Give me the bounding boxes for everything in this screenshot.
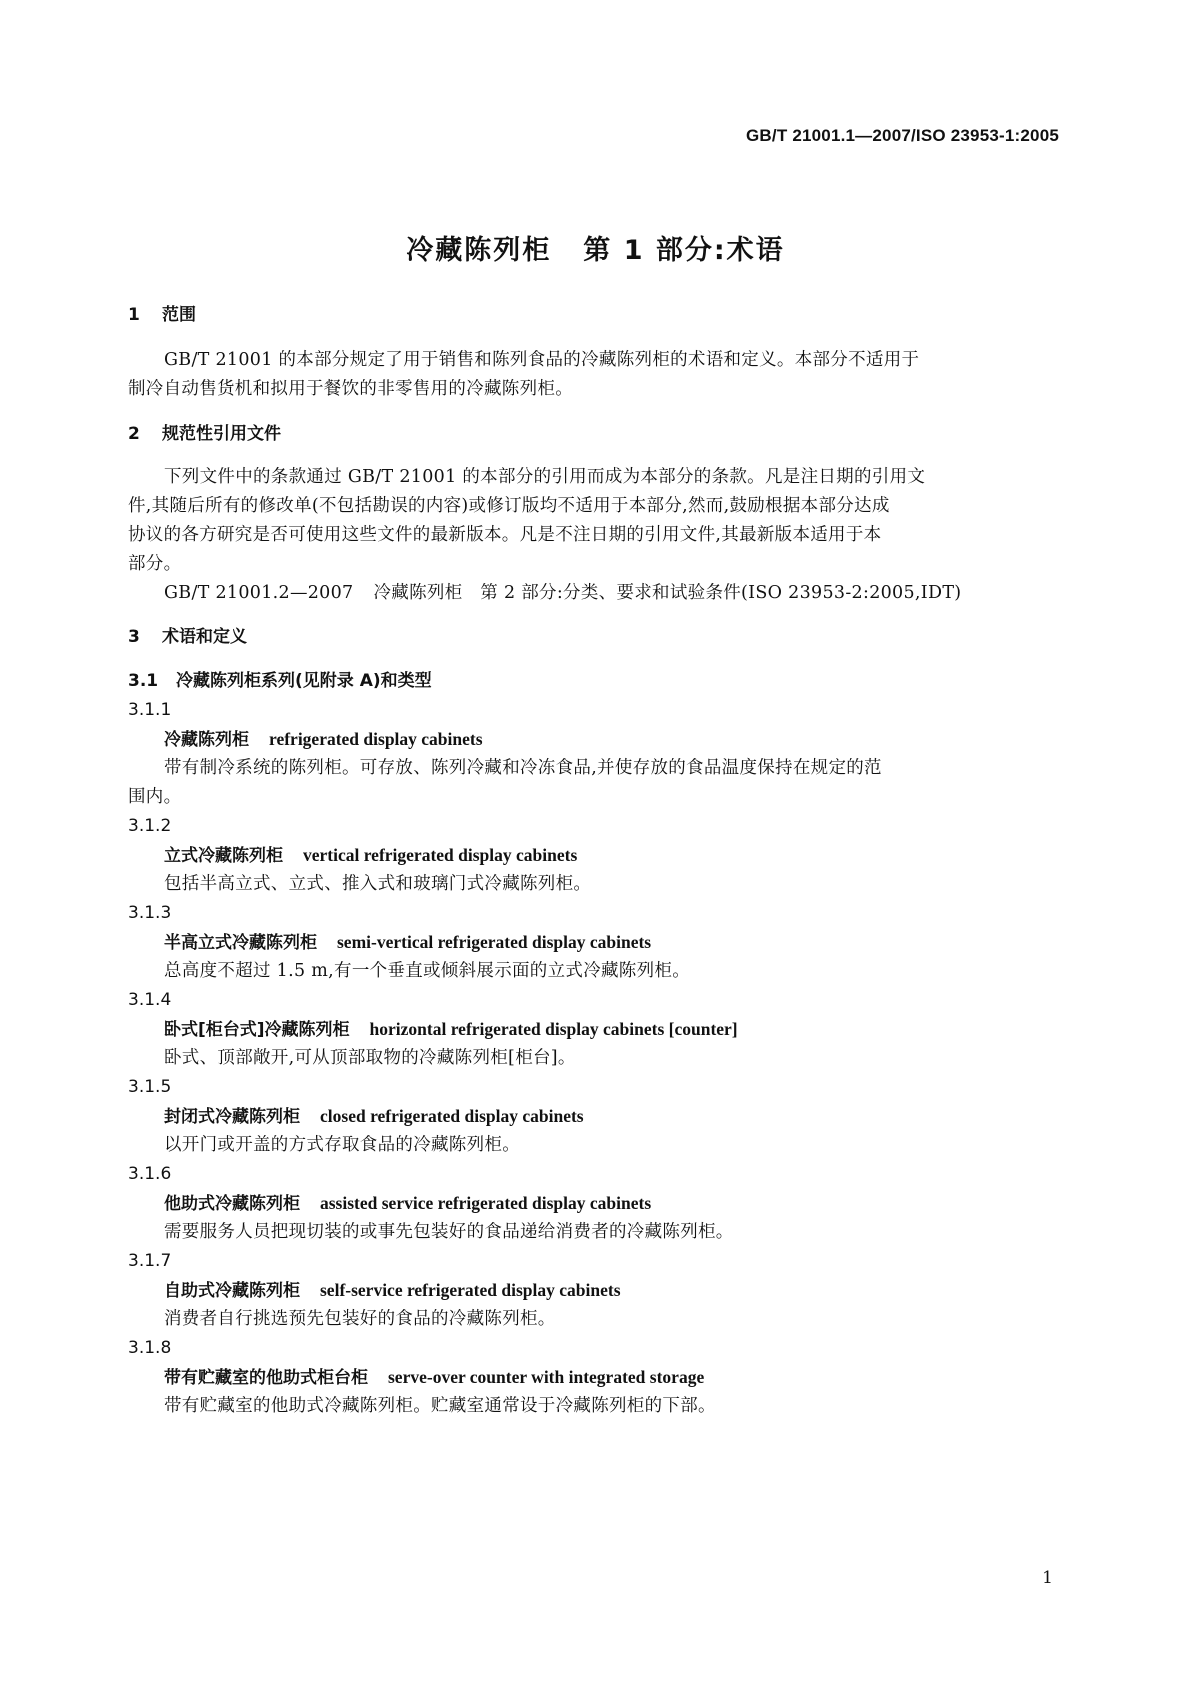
term-cn: 带有贮藏室的他助式柜台柜 [164,1368,368,1388]
term-number: 3.1.8 [128,1338,172,1358]
section-number: 2 [128,424,140,444]
paragraph-line: 协议的各方研究是否可使用这些文件的最新版本。凡是不注日期的引用文件,其最新版本适用于本 [128,525,882,545]
paragraph-line: 部分。 [128,554,182,574]
term-en: horizontal refrigerated display cabinets [counter] [369,1019,738,1039]
term-definition: 总高度不超过 1.5 m,有一个垂直或倾斜展示面的立式冷藏陈列柜。 [164,961,691,981]
term-number: 3.1.6 [128,1164,172,1184]
term-definition: 带有制冷系统的陈列柜。可存放、陈列冷藏和冷冻食品,并使存放的食品温度保持在规定的范 [164,758,882,778]
standard-code: GB/T 21001.1—2007/ISO 23953-1:2005 [746,126,1059,145]
term-number: 3.1.5 [128,1077,172,1097]
term-number: 3.1.1 [128,700,172,720]
section-title: 范围 [162,305,196,325]
term-title [164,1016,738,1043]
term-cn: 冷藏陈列柜 [164,730,249,750]
section-number: 3 [128,627,140,647]
term-title [164,1277,621,1304]
paragraph-line: GB/T 21001 的本部分规定了用于销售和陈列食品的冷藏陈列柜的术语和定义。本部分不适用于 [164,350,920,370]
term-cn: 立式冷藏陈列柜 [164,846,283,866]
term-cn: 自助式冷藏陈列柜 [164,1281,300,1301]
subsection-3-1-heading [128,668,432,694]
term-definition: 以开门或开盖的方式存取食品的冷藏陈列柜。 [164,1135,520,1155]
term-number: 3.1.2 [128,816,172,836]
term-title [164,1364,704,1391]
reference-code: GB/T 21001.2—2007 [164,583,354,603]
title-main: 冷藏陈列柜 [406,235,552,266]
section-2-heading [128,421,281,447]
title-part: 第 1 部分:术语 [583,235,785,266]
term-cn: 他助式冷藏陈列柜 [164,1194,300,1214]
term-title [164,842,577,869]
term-en: closed refrigerated display cabinets [320,1106,584,1126]
term-definition: 包括半高立式、立式、推入式和玻璃门式冷藏陈列柜。 [164,874,592,894]
term-cn: 半高立式冷藏陈列柜 [164,933,317,953]
section-number: 1 [128,305,140,325]
term-definition: 需要服务人员把现切装的或事先包装好的食品递给消费者的冷藏陈列柜。 [164,1222,734,1242]
paragraph-line: 制冷自动售货机和拟用于餐饮的非零售用的冷藏陈列柜。 [128,379,573,399]
section-3-heading [128,624,247,650]
term-definition: 卧式、顶部敞开,可从顶部取物的冷藏陈列柜[柜台]。 [164,1048,576,1068]
term-en: assisted service refrigerated display cabinets [320,1193,652,1213]
term-en: vertical refrigerated display cabinets [303,845,578,865]
term-number: 3.1.3 [128,903,172,923]
section-title: 规范性引用文件 [162,424,281,444]
term-number: 3.1.4 [128,990,172,1010]
term-en: self-service refrigerated display cabinets [320,1280,621,1300]
page-number: 1 [1042,1568,1053,1588]
term-en: serve-over counter with integrated storage [388,1367,705,1387]
term-definition: 围内。 [128,787,182,807]
document-title [0,228,1191,267]
subsection-number: 3.1 [128,671,159,691]
term-title [164,929,651,956]
term-title [164,726,483,753]
term-en: refrigerated display cabinets [269,729,483,749]
term-cn: 卧式[柜台式]冷藏陈列柜 [164,1020,350,1040]
section-title: 术语和定义 [162,627,247,647]
paragraph-line: 下列文件中的条款通过 GB/T 21001 的本部分的引用而成为本部分的条款。凡是注日期的引用文 [164,467,926,487]
section-1-heading [128,302,196,328]
term-cn: 封闭式冷藏陈列柜 [164,1107,300,1127]
reference-title: 冷藏陈列柜 第 2 部分:分类、要求和试验条件(ISO 23953-2:2005,IDT) [373,583,962,603]
term-number: 3.1.7 [128,1251,172,1271]
subsection-title: 冷藏陈列柜系列(见附录 A)和类型 [176,671,432,691]
term-definition: 带有贮藏室的他助式冷藏陈列柜。贮藏室通常设于冷藏陈列柜的下部。 [164,1396,716,1416]
normative-reference [164,580,961,606]
term-definition: 消费者自行挑选预先包装好的食品的冷藏陈列柜。 [164,1309,556,1329]
term-title [164,1103,584,1130]
paragraph-line: 件,其随后所有的修改单(不包括勘误的内容)或修订版均不适用于本部分,然而,鼓励根据本部分达成 [128,496,890,516]
term-title [164,1190,651,1217]
term-en: semi-vertical refrigerated display cabinets [337,932,652,952]
